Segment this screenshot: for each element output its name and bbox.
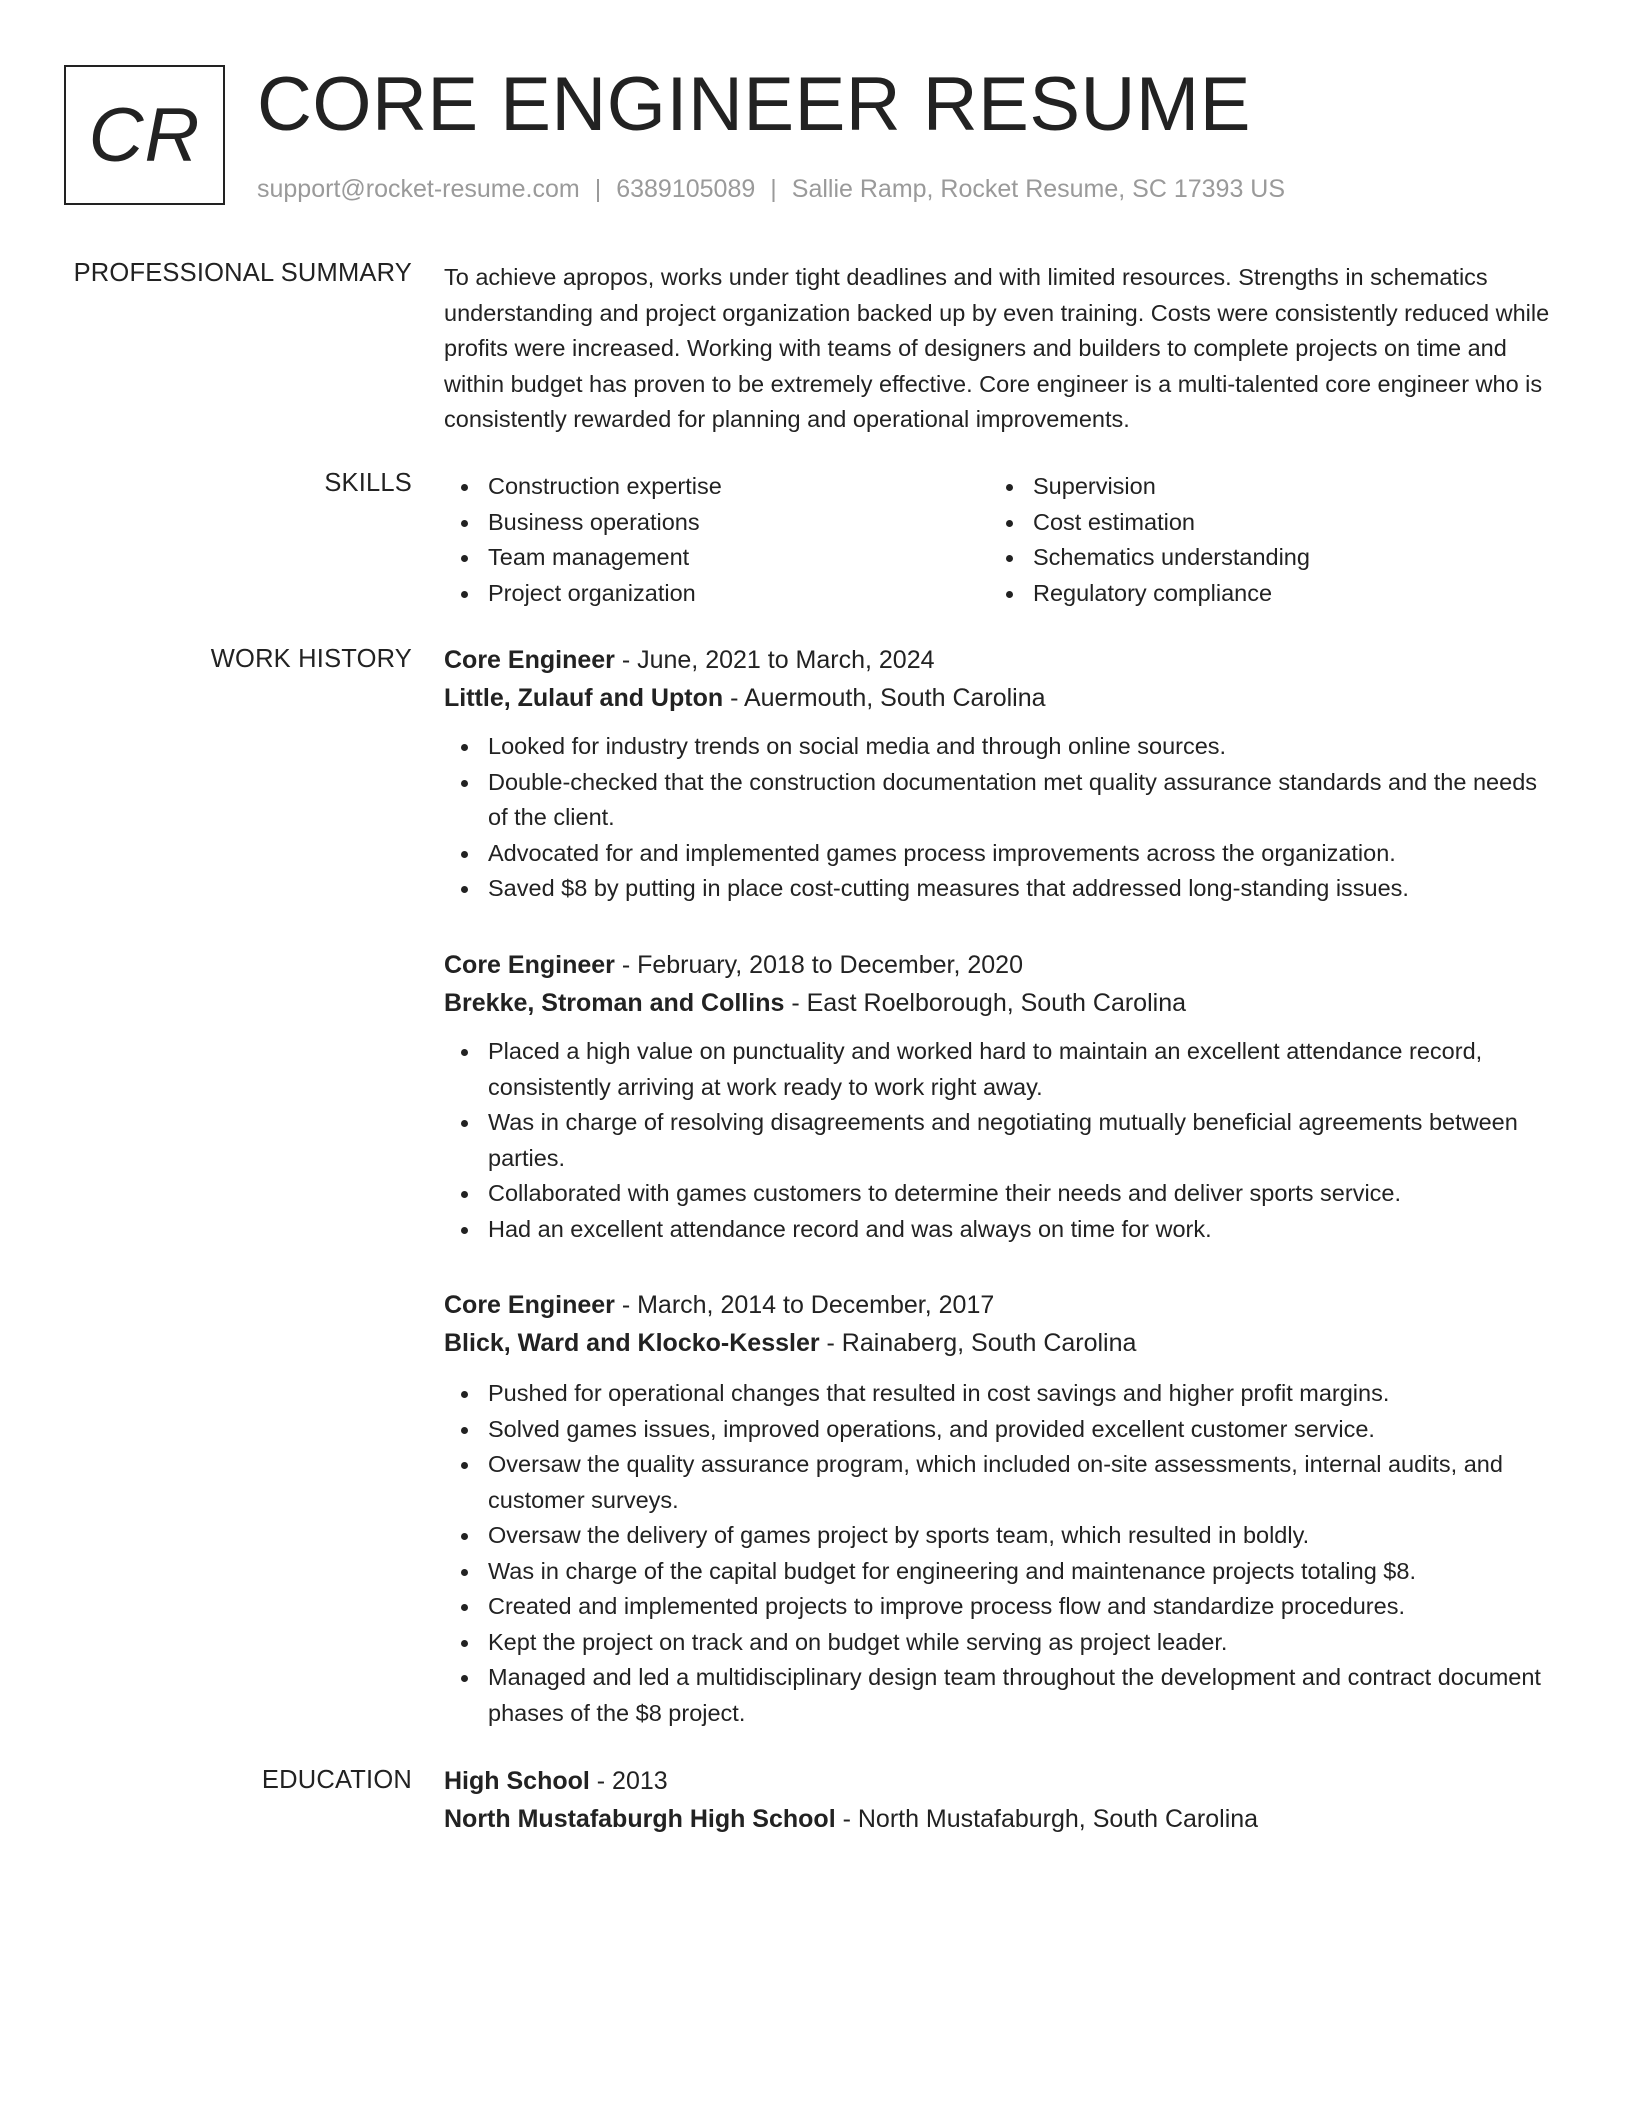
job-title: Core Engineer <box>444 951 615 979</box>
skills-body <box>444 469 1556 611</box>
job-dates: - March, 2014 to December, 2017 <box>614 1291 995 1319</box>
job-entry <box>444 946 1556 1247</box>
job-bullet: Was in charge of the capital budget for engineering and maintenance projects totaling $8. <box>444 1554 1556 1590</box>
job-bullet: Oversaw the delivery of games project by sports team, which resulted in boldly. <box>444 1518 1556 1554</box>
skills-column-right <box>989 469 1534 611</box>
job-bullet-list <box>444 729 1556 907</box>
job-title-line <box>444 641 1556 679</box>
job-bullet: Solved games issues, improved operations, and provided excellent customer service. <box>444 1412 1556 1448</box>
job-bullet-list <box>444 1376 1556 1731</box>
job-company-line <box>444 1324 1556 1362</box>
education-location: - North Mustafaburgh, South Carolina <box>835 1805 1259 1833</box>
job-bullet: Collaborated with games customers to determine their needs and deliver sports service. <box>444 1176 1556 1212</box>
skill-item: Business operations <box>444 505 989 541</box>
contact-address: Sallie Ramp, Rocket Resume, SC 17393 US <box>791 175 1286 203</box>
contact-email[interactable]: support@rocket-resume.com <box>257 175 580 203</box>
job-bullet: Advocated for and implemented games process improvements across the organization. <box>444 836 1556 872</box>
skill-item: Schematics understanding <box>989 540 1534 576</box>
skill-item: Construction expertise <box>444 469 989 505</box>
job-bullet: Managed and led a multidisciplinary design team throughout the development and contract document phases of the $8 project. <box>444 1660 1556 1731</box>
job-location: - Auermouth, South Carolina <box>723 684 1046 712</box>
job-entry <box>444 1286 1556 1731</box>
skills-column-left <box>444 469 989 611</box>
education-degree: High School <box>444 1767 590 1795</box>
resume-title: CORE ENGINEER RESUME <box>257 62 1251 147</box>
job-bullet: Double-checked that the construction documentation met quality assurance standards and the needs of the client. <box>444 765 1556 836</box>
skill-item: Supervision <box>989 469 1534 505</box>
monogram-logo: CR <box>64 65 225 205</box>
skill-item: Project organization <box>444 576 989 612</box>
job-location: - Rainaberg, South Carolina <box>819 1329 1137 1357</box>
contact-separator: | <box>770 175 777 203</box>
job-dates: - February, 2018 to December, 2020 <box>614 951 1023 979</box>
job-entry <box>444 641 1556 907</box>
job-company: Blick, Ward and Klocko-Kessler <box>444 1329 820 1357</box>
education-degree-line <box>444 1762 1556 1800</box>
job-title-line <box>444 1286 1556 1324</box>
job-bullet: Was in charge of resolving disagreements and negotiating mutually beneficial agreements between parties. <box>444 1105 1556 1176</box>
education-school: North Mustafaburgh High School <box>444 1805 836 1833</box>
skill-item: Cost estimation <box>989 505 1534 541</box>
contact-separator: | <box>594 175 602 203</box>
education-heading: EDUCATION <box>261 1766 412 1794</box>
job-company: Little, Zulauf and Upton <box>444 684 724 712</box>
job-title: Core Engineer <box>444 1291 615 1319</box>
job-bullet: Pushed for operational changes that resulted in cost savings and higher profit margins. <box>444 1376 1556 1412</box>
job-bullet-list <box>444 1034 1556 1247</box>
job-dates: - June, 2021 to March, 2024 <box>614 646 935 674</box>
job-bullet: Looked for industry trends on social media and through online sources. <box>444 729 1556 765</box>
job-title-line <box>444 946 1556 984</box>
job-bullet: Saved $8 by putting in place cost-cutting measures that addressed long-standing issues. <box>444 871 1556 907</box>
job-bullet: Created and implemented projects to improve process flow and standardize procedures. <box>444 1589 1556 1625</box>
skill-item: Regulatory compliance <box>989 576 1534 612</box>
job-company: Brekke, Stroman and Collins <box>444 989 785 1017</box>
skills-grid <box>444 469 1556 611</box>
job-bullet: Placed a high value on punctuality and worked hard to maintain an excellent attendance record, consistently arriving at work ready to work right away. <box>444 1034 1556 1105</box>
job-bullet: Kept the project on track and on budget while serving as project leader. <box>444 1625 1556 1661</box>
education-school-line <box>444 1800 1556 1838</box>
job-company-line <box>444 679 1556 717</box>
contact-line <box>257 175 1285 204</box>
job-location: - East Roelborough, South Carolina <box>784 989 1186 1017</box>
skill-item: Team management <box>444 540 989 576</box>
job-bullet: Oversaw the quality assurance program, which included on-site assessments, internal audits, and customer surveys. <box>444 1447 1556 1518</box>
job-company-line <box>444 984 1556 1022</box>
job-title: Core Engineer <box>444 646 615 674</box>
summary-text: To achieve apropos, works under tight deadlines and with limited resources. Strengths in schematics understanding and project organization backed up by even training. Costs were consistently reduced while profits were increased. Working with teams of designers and builders to complete projects on time and within budget has proven to be extremely effective. Core engineer is a multi-talented core engineer who is consistently rewarded for planning and operational improvements. <box>444 264 1550 432</box>
contact-phone[interactable]: 6389105089 <box>616 175 756 203</box>
summary-heading: PROFESSIONAL SUMMARY <box>73 259 412 287</box>
education-entry <box>444 1762 1556 1838</box>
skills-heading: SKILLS <box>324 469 412 497</box>
summary-body <box>444 260 1556 438</box>
job-bullet: Had an excellent attendance record and was always on time for work. <box>444 1212 1556 1248</box>
work-history-heading: WORK HISTORY <box>210 645 412 673</box>
education-year: - 2013 <box>589 1767 668 1795</box>
